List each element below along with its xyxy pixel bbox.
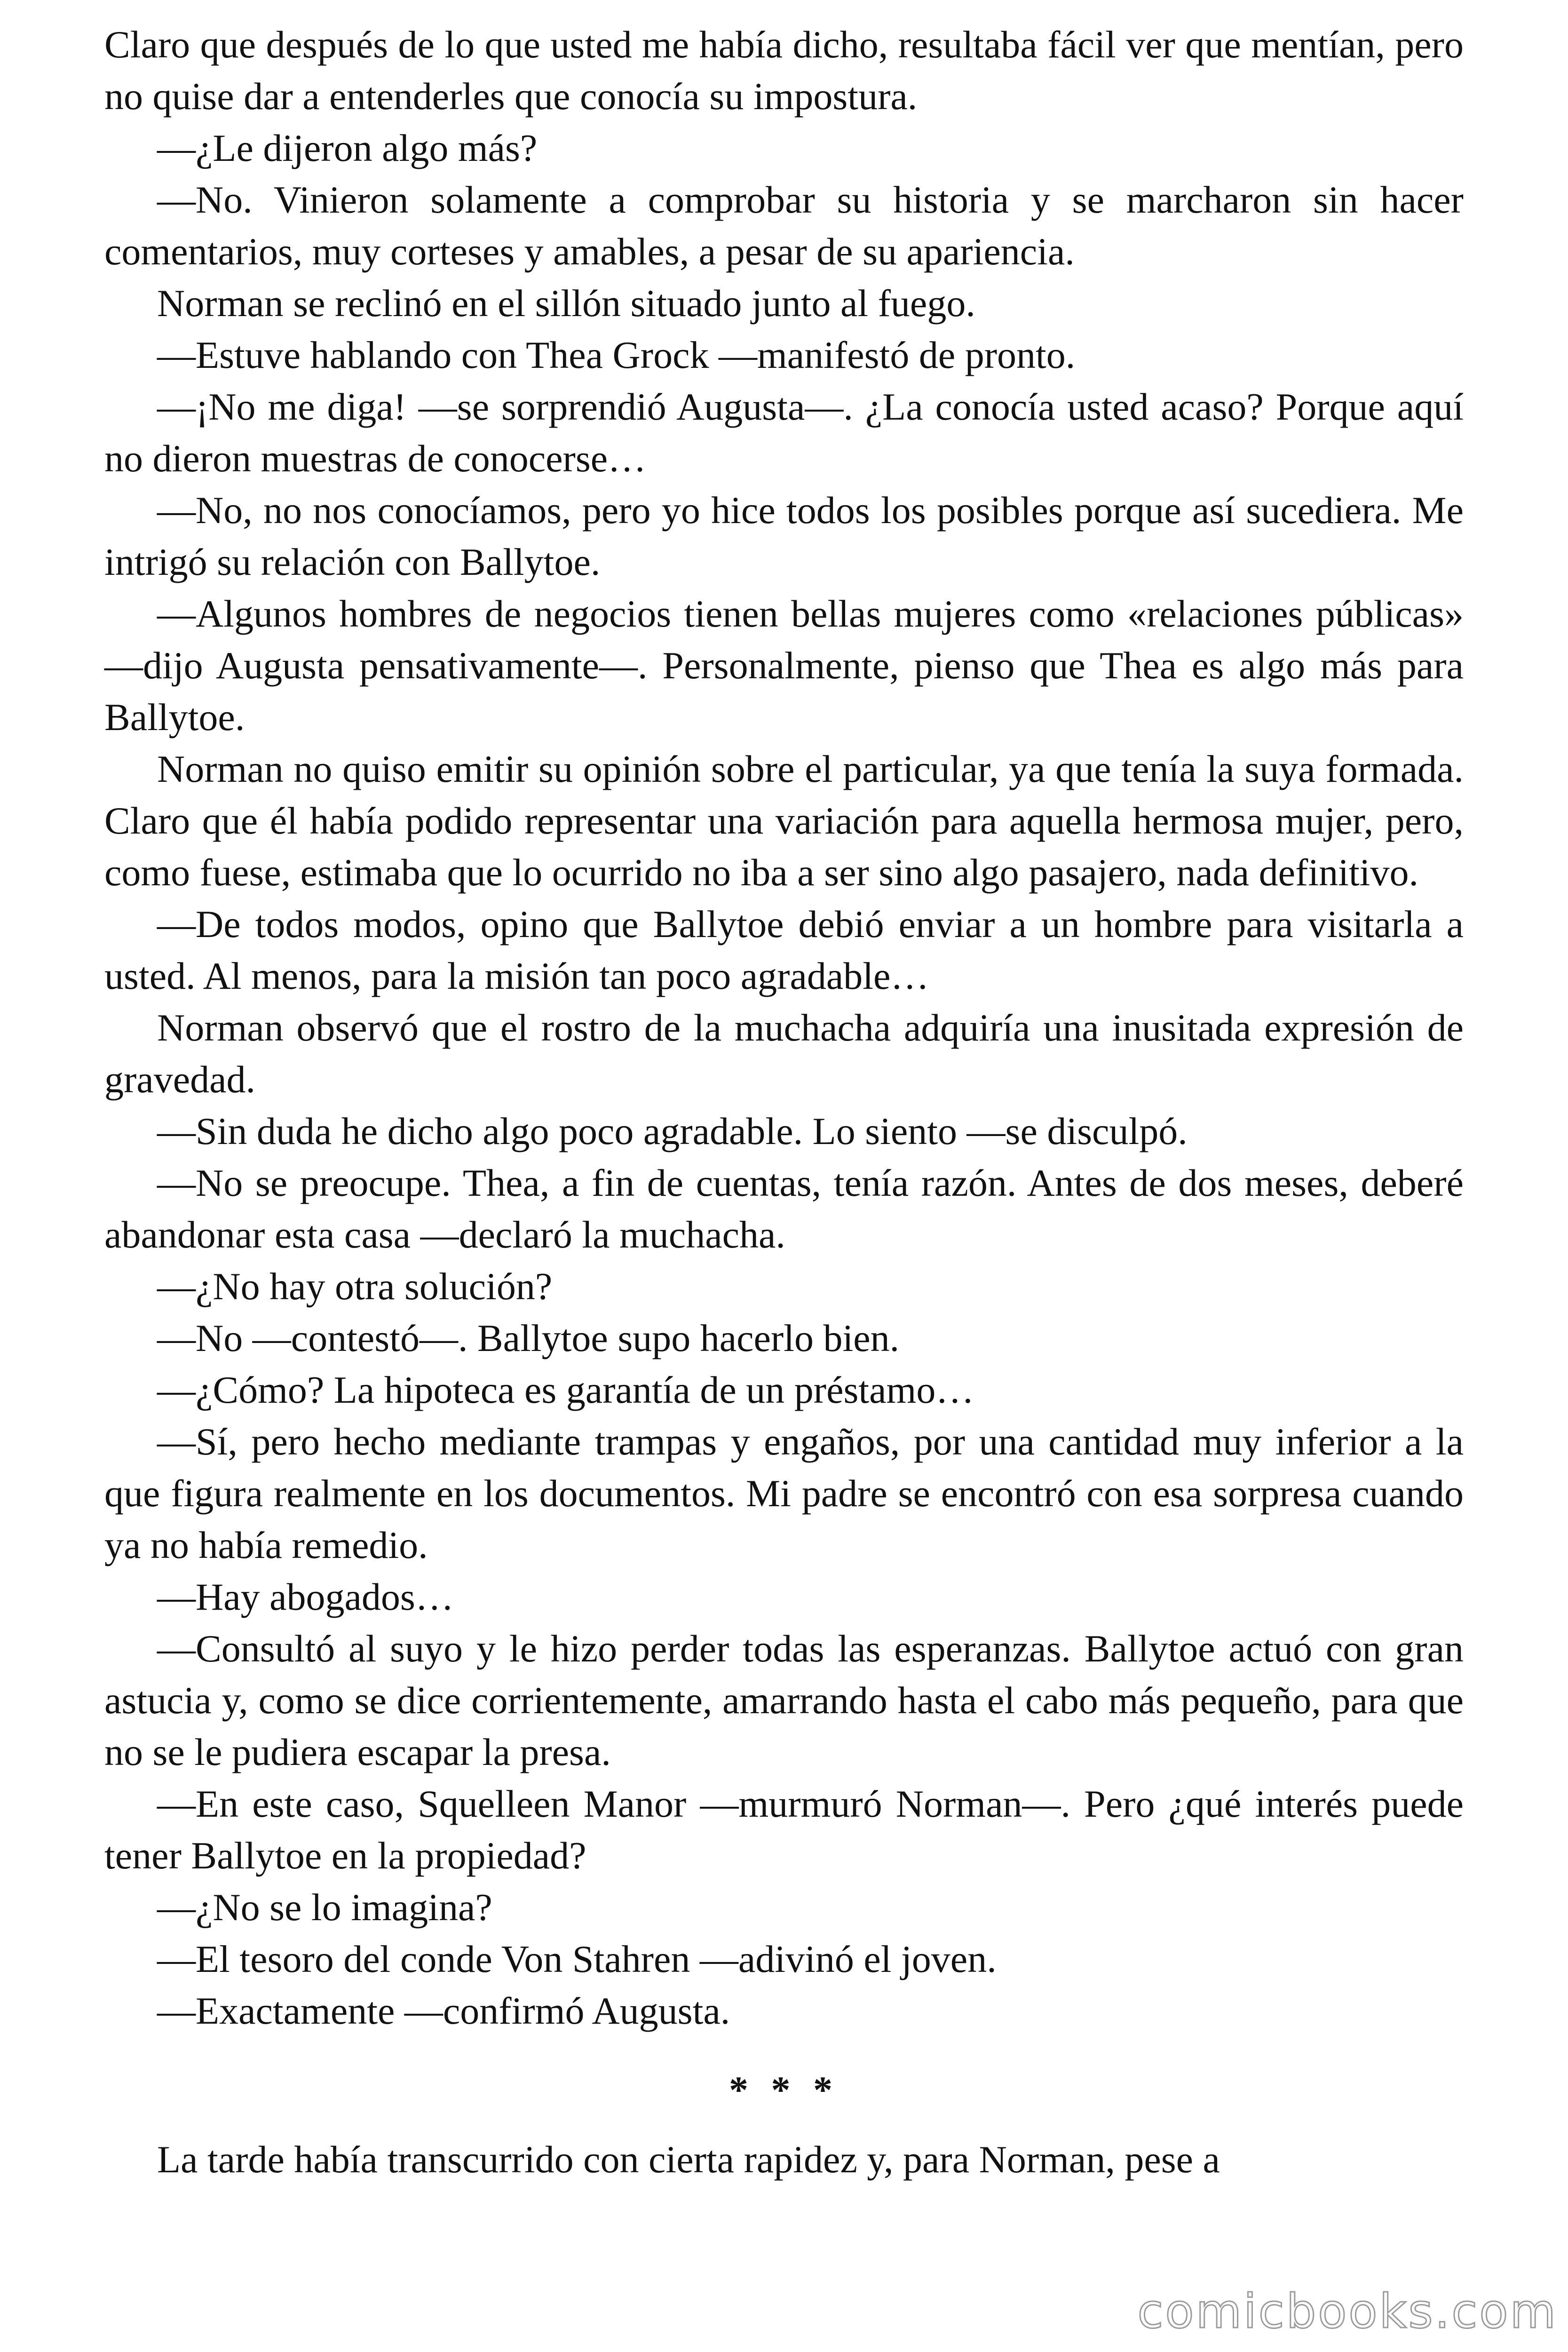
paragraph-12: —Sin duda he dicho algo poco agradable. Lo siento —se disculpó. xyxy=(157,1110,1188,1152)
paragraph-23: —Exactamente —confirmó Augusta. xyxy=(157,1989,730,2032)
paragraph-9: Norman no quiso emitir su opinión sobre el particular, ya que tenía la suya formada. Claro que él había podido representar una variación para aquella hermosa mujer, pero, como fuese, estimaba que lo ocurrido no iba a ser sino algo pasajero, nada definitivo. xyxy=(104,747,1464,894)
paragraph-6: —¡No me diga! —se sorprendió Augusta—. ¿La conocía usted acaso? Porque aquí no dieron muestras de conocerse… xyxy=(104,385,1464,480)
paragraph-2: —¿Le dijeron algo más? xyxy=(157,127,538,169)
paragraph-16: —¿Cómo? La hipoteca es garantía de un préstamo… xyxy=(157,1368,974,1411)
paragraph-1: Claro que después de lo que usted me había dicho, resultaba fácil ver que mentían, pero no quise dar a entenderles que conocía su impostura. xyxy=(104,23,1464,118)
paragraph-3: —No. Vinieron solamente a comprobar su historia y se marcharon sin hacer comentarios, muy corteses y amables, a pesar de su apariencia. xyxy=(104,178,1464,273)
paragraph-18: —Hay abogados… xyxy=(157,1575,454,1618)
paragraph-21: —¿No se lo imagina? xyxy=(157,1886,492,1929)
paragraph-5: —Estuve hablando con Thea Grock —manifestó de pronto. xyxy=(157,334,1076,376)
paragraph-13: —No se preocupe. Thea, a fin de cuentas, tenía razón. Antes de dos meses, deberé abandonar esta casa —declaró la muchacha. xyxy=(104,1161,1464,1256)
paragraph-17: —Sí, pero hecho mediante trampas y engaños, por una cantidad muy inferior a la que figura realmente en los documentos. Mi padre se encontró con esa sorpresa cuando ya no había remedio. xyxy=(104,1420,1464,1566)
paragraph-22: —El tesoro del conde Von Stahren —adivinó el joven. xyxy=(157,1938,997,1980)
paragraph-11: Norman observó que el rostro de la muchacha adquiría una inusitada expresión de gravedad. xyxy=(104,1006,1464,1101)
paragraph-19: —Consultó al suyo y le hizo perder todas las esperanzas. Ballytoe actuó con gran astucia y, como se dice corrientemente, amarrando hasta el cabo más pequeño, para que no se le pudiera escapar la presa. xyxy=(104,1627,1464,1773)
paragraph-8: —Algunos hombres de negocios tienen bellas mujeres como «relaciones públicas» —dijo Augusta pensativamente—. Personalmente, pienso que Thea es algo más para Ballytoe. xyxy=(104,592,1464,739)
book-page xyxy=(104,19,1464,2185)
paragraph-14: —¿No hay otra solución? xyxy=(157,1265,553,1308)
paragraph-20: —En este caso, Squelleen Manor —murmuró Norman—. Pero ¿qué interés puede tener Ballytoe en la propiedad? xyxy=(104,1782,1464,1877)
watermark-logo: comicbooks.com xyxy=(1137,2284,1558,2339)
paragraph-7: —No, no nos conocíamos, pero yo hice todos los posibles porque así sucediera. Me intrigó su relación con Ballytoe. xyxy=(104,489,1464,583)
paragraph-15: —No —contestó—. Ballytoe supo hacerlo bien. xyxy=(157,1317,900,1359)
paragraph-10: —De todos modos, opino que Ballytoe debió enviar a un hombre para visitarla a usted. Al menos, para la misión tan poco agradable… xyxy=(104,903,1464,997)
final-paragraph: La tarde había transcurrido con cierta rapidez y, para Norman, pese a xyxy=(157,2138,1220,2181)
section-separator: * * * xyxy=(729,2068,839,2111)
paragraph-4: Norman se reclinó en el sillón situado junto al fuego. xyxy=(157,282,975,325)
